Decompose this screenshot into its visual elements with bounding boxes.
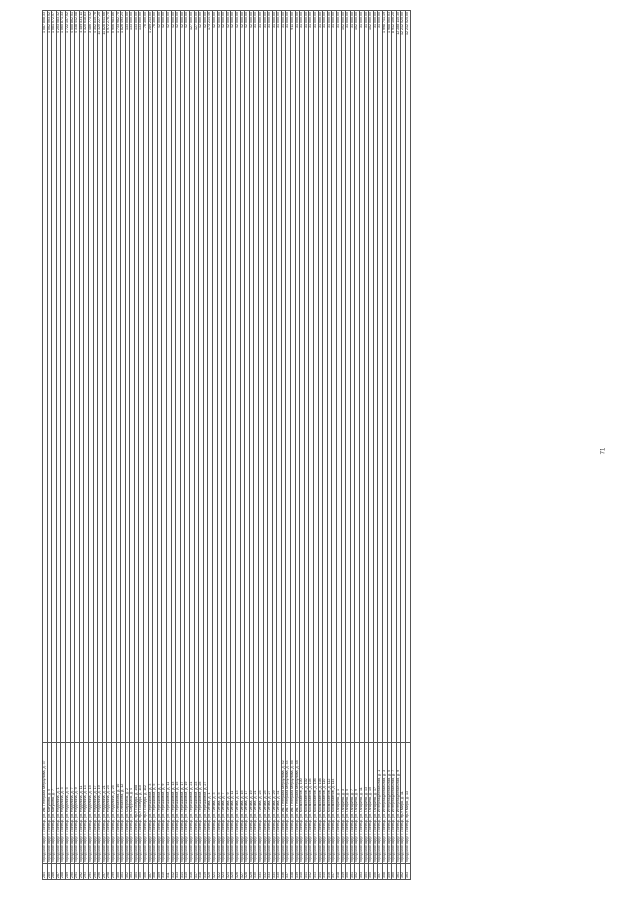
row-total: 133 000,00 xyxy=(130,11,135,743)
row-total: 42 500,00 xyxy=(240,11,245,743)
row-number: 362 xyxy=(401,864,406,880)
row-number: 296 xyxy=(98,864,103,880)
row-number: 349 xyxy=(341,864,346,880)
row-address: городской округ г. Липецк, пр-т Мира, д. 13 xyxy=(405,743,410,864)
row-total: 31 000,00 xyxy=(327,11,332,743)
row-total: 42 500,00 xyxy=(157,11,162,743)
row-total: 8 912 106,20 xyxy=(392,11,397,743)
row-address: городской округ г. Липецк, ул. Неделина, д. 21 xyxy=(102,743,107,864)
row-address: городской округ г. Липецк, ул. Титова, д. 11 xyxy=(231,743,236,864)
row-address: городской округ г. Липецк, ул. Гагарина, д. 5 xyxy=(346,743,351,864)
row-address: городской округ г. Липецк, ул. Титова, д. 13 xyxy=(235,743,240,864)
row-address: городской округ г. Липецк, ул. Титова, д. 7 xyxy=(222,743,227,864)
row-total: 127 500,00 xyxy=(194,11,199,743)
row-number: 344 xyxy=(318,864,323,880)
row-total: 31 000,00 xyxy=(337,11,342,743)
row-address: городской округ г. Липецк, ул. Неделина, д. 9 xyxy=(75,743,80,864)
row-address: городской округ г. Липецк, ул. Космонавтов, д. 112 xyxy=(327,743,332,864)
row-address: городской округ г. Липецк, ул. им. Генерала Меркулова, д. 37 xyxy=(43,743,48,864)
table-row xyxy=(405,11,410,880)
row-total: 102 000,00 xyxy=(341,11,346,743)
row-address: городской округ г. Липецк, ул. Неделина, д. 11 xyxy=(79,743,84,864)
row-total: 31 000,00 xyxy=(272,11,277,743)
row-number: 338 xyxy=(291,864,296,880)
row-address: городской округ г. Липецк, ул. Гагарина, д. 11 xyxy=(359,743,364,864)
row-address: городской округ г. Липецк, ул. Терешковой, д. 9 xyxy=(162,743,167,864)
row-number: 361 xyxy=(396,864,401,880)
row-number: 328 xyxy=(245,864,250,880)
row-address: городской округ г. Липецк, ул. Катукова, д. 5 xyxy=(47,743,52,864)
row-address: городской округ г. Липецк, ул. Титова, д. 15 xyxy=(240,743,245,864)
row-number: 337 xyxy=(286,864,291,880)
row-address: городской округ г. Липецк, ул. Неделина, д. 23 xyxy=(107,743,112,864)
row-number: 307 xyxy=(148,864,153,880)
row-number: 356 xyxy=(373,864,378,880)
row-number: 363 xyxy=(405,864,410,880)
row-total: 42 500,00 xyxy=(185,11,190,743)
row-total: 11 828 641,66 xyxy=(102,11,107,743)
row-address: городской округ г. Липецк, ул. Гагарина, д. 15 xyxy=(369,743,374,864)
row-number: 339 xyxy=(295,864,300,880)
row-number: 322 xyxy=(217,864,222,880)
row-number: 336 xyxy=(281,864,286,880)
row-number: 355 xyxy=(369,864,374,880)
row-address: городской округ г. Липецк, ул. Неделина, д. 17 xyxy=(93,743,98,864)
row-number: 284 xyxy=(43,864,48,880)
row-address: городской округ г. Липецк, ул. Терешковой, д. 7 xyxy=(157,743,162,864)
row-address: городской округ г. Липецк, ул. Интернациональная, д. 3 xyxy=(382,743,387,864)
row-number: 289 xyxy=(65,864,70,880)
row-number: 304 xyxy=(134,864,139,880)
row-total: 42 500,00 xyxy=(235,11,240,743)
row-total: 127 500,00 xyxy=(190,11,195,743)
row-address: городской округ г. Липецк, ул. Титова, д. 21 xyxy=(254,743,259,864)
row-total: 31 000,00 xyxy=(314,11,319,743)
row-total: 31 000,00 xyxy=(373,11,378,743)
row-address: городской округ г. Липецк, ул. Неделина, д. 15 xyxy=(88,743,93,864)
row-total: 31 000,00 xyxy=(318,11,323,743)
row-address: городской округ г. Липецк, ул. Интернациональная, д. 7 xyxy=(392,743,397,864)
row-address: городской округ г. Липецк, ул. Титова, д. 17 xyxy=(245,743,250,864)
row-number: 353 xyxy=(359,864,364,880)
row-total: 4 338 442,08 xyxy=(75,11,80,743)
row-address: городской округ г. Липецк, ул. Гагарина, д. 1 xyxy=(337,743,342,864)
row-address: городской округ г. Липецк, ул. им. Генерала Меркулова, д. 46 xyxy=(291,743,296,864)
row-number: 326 xyxy=(235,864,240,880)
row-address: городской округ г. Липецк, пр-т Победы, д. 112 xyxy=(144,743,149,864)
row-total: 31 000,00 xyxy=(258,11,263,743)
row-total: 31 000,00 xyxy=(309,11,314,743)
row-total: 4 500 862,51 xyxy=(70,11,75,743)
row-address: городской округ г. Липецк, ул. Плеханова, д. 10 xyxy=(116,743,121,864)
row-total: 42 500,00 xyxy=(212,11,217,743)
row-number: 302 xyxy=(125,864,130,880)
row-address: городской округ г. Липецк, ул. Космонавтов, д. 100 xyxy=(300,743,305,864)
row-address: городской округ г. Липецк, ул. Терешковой, д. 5 xyxy=(153,743,158,864)
row-address: городской округ г. Липецк, ул. Неделина, д. 13 xyxy=(84,743,89,864)
row-number: 324 xyxy=(226,864,231,880)
row-address: городской округ г. Липецк, пр-т Победы, д. 110 xyxy=(139,743,144,864)
row-address: городской округ г. Липецк, ул. им. Генерала Меркулова, д. 48 xyxy=(295,743,300,864)
row-total: 31 000,00 xyxy=(295,11,300,743)
row-total: 76 300,00 xyxy=(144,11,149,743)
row-number: 329 xyxy=(249,864,254,880)
row-total: 1 289 243,00 xyxy=(148,11,153,743)
row-total: 42 500,00 xyxy=(217,11,222,743)
row-address: городской округ г. Липецк, ул. Титова, д. 5 xyxy=(217,743,222,864)
row-total: 173 214,46 xyxy=(208,11,213,743)
row-number: 286 xyxy=(52,864,57,880)
row-address: городской округ г. Липецк, ул. Титова, д. 1 xyxy=(208,743,213,864)
row-total: 42 500,00 xyxy=(176,11,181,743)
row-number: 343 xyxy=(314,864,319,880)
row-total: 1 065 871,33 xyxy=(61,11,66,743)
row-number: 347 xyxy=(332,864,337,880)
row-address: городской округ г. Липецк, ул. Титова, д. 9 xyxy=(226,743,231,864)
row-number: 285 xyxy=(47,864,52,880)
row-number: 358 xyxy=(382,864,387,880)
row-total: 31 000,00 xyxy=(286,11,291,743)
row-number: 360 xyxy=(392,864,397,880)
row-number: 334 xyxy=(272,864,277,880)
row-address: городской округ г. Липецк, ул. им. Генерала Меркулова, д. 42 xyxy=(281,743,286,864)
row-total: 42 500,00 xyxy=(245,11,250,743)
row-address: городской округ г. Липецк, ул. Неделина, д. 3 xyxy=(61,743,66,864)
row-number: 295 xyxy=(93,864,98,880)
row-number: 357 xyxy=(378,864,383,880)
row-address: городской округ г. Липецк, ул. Космонавтов, д. 106 xyxy=(314,743,319,864)
row-address: городской округ г. Липецк, ул. Интернациональная, д. 9 xyxy=(396,743,401,864)
row-total: 1 087 808,33 xyxy=(43,11,48,743)
row-number: 288 xyxy=(61,864,66,880)
row-address: городской округ г. Липецк, ул. Плеханова, д. 12 xyxy=(121,743,126,864)
register-table xyxy=(42,10,411,880)
row-address: городской округ г. Липецк, ул. Гагарина, д. 9 xyxy=(355,743,360,864)
row-total: 31 000,00 xyxy=(359,11,364,743)
row-total: 12 212 525,00 xyxy=(405,11,410,743)
row-total: 133 000,00 xyxy=(139,11,144,743)
row-number: 310 xyxy=(162,864,167,880)
row-total: 102 000,00 xyxy=(355,11,360,743)
row-number: 300 xyxy=(116,864,121,880)
row-number: 313 xyxy=(176,864,181,880)
row-total: 1 081 072,57 xyxy=(52,11,57,743)
row-total: 5 972 276,70 xyxy=(107,11,112,743)
row-address: городской округ г. Липецк, ул. Гагарина, д. 13 xyxy=(364,743,369,864)
row-address: городской округ г. Липецк, ул. Космонавтов, д. 114 xyxy=(332,743,337,864)
row-total: 1 826 493,24 xyxy=(121,11,126,743)
row-address: городской округ г. Липецк, ул. Терешковой, д. 19 xyxy=(185,743,190,864)
row-address: городской округ г. Липецк, ул. им. Генерала Меркулова, д. 44 xyxy=(286,743,291,864)
row-number: 354 xyxy=(364,864,369,880)
row-address: городской округ г. Липецк, пр-т Мира, д. 11 xyxy=(401,743,406,864)
row-address: городской округ г. Липецк, ул. Терешковой, д. 23 xyxy=(194,743,199,864)
row-total: 31 000,00 xyxy=(332,11,337,743)
row-number: 305 xyxy=(139,864,144,880)
row-number: 287 xyxy=(56,864,61,880)
row-total: 1 998 741,19 xyxy=(382,11,387,743)
row-number: 350 xyxy=(346,864,351,880)
row-total: 31 000,00 xyxy=(323,11,328,743)
row-number: 292 xyxy=(79,864,84,880)
row-address: городской округ г. Липецк, ул. Неделина, д. 25 xyxy=(111,743,116,864)
row-address: городской округ г. Липецк, ул. Титова, д. 31 xyxy=(277,743,282,864)
row-address: городской округ г. Липецк, ул. Гагарина, д. 3 xyxy=(341,743,346,864)
row-total: 12 288 115,30 xyxy=(396,11,401,743)
row-number: 346 xyxy=(327,864,332,880)
row-address: городской округ г. Липецк, ул. Титова, д. 29 xyxy=(272,743,277,864)
row-number: 298 xyxy=(107,864,112,880)
row-number: 333 xyxy=(268,864,273,880)
row-number: 316 xyxy=(190,864,195,880)
row-number: 332 xyxy=(263,864,268,880)
row-total: 42 500,00 xyxy=(180,11,185,743)
row-number: 309 xyxy=(157,864,162,880)
row-total: 31 000,00 xyxy=(277,11,282,743)
row-number: 290 xyxy=(70,864,75,880)
row-number: 293 xyxy=(84,864,89,880)
row-address: городской округ г. Липецк, ул. Космонавтов, д. 102 xyxy=(304,743,309,864)
row-total: 31 000,00 xyxy=(364,11,369,743)
row-address: городской округ г. Липецк, пр-т Победы, д. 108 xyxy=(134,743,139,864)
row-number: 327 xyxy=(240,864,245,880)
register-table-body xyxy=(43,11,411,880)
row-total: 1 733 982,70 xyxy=(116,11,121,743)
row-address: городской округ г. Липецк, ул. Терешковой, д. 15 xyxy=(176,743,181,864)
row-number: 348 xyxy=(337,864,342,880)
row-number: 351 xyxy=(350,864,355,880)
row-total: 12 212 525,00 xyxy=(401,11,406,743)
row-total: 5 906 983,86 xyxy=(111,11,116,743)
row-address: городской округ г. Липецк, ул. Катукова, д. 7 xyxy=(52,743,57,864)
row-address: городской округ г. Липецк, ул. Терешковой, д. 11 xyxy=(167,743,172,864)
row-address: городской округ г. Липецк, ул. Титова, д. 27 xyxy=(268,743,273,864)
row-total: 133 000,00 xyxy=(125,11,130,743)
row-total: 31 000,00 xyxy=(378,11,383,743)
row-total: 31 000,00 xyxy=(300,11,305,743)
row-address: городской округ г. Липецк, ул. Космонавтов, д. 108 xyxy=(318,743,323,864)
row-total: 3 486 773,42 xyxy=(88,11,93,743)
row-total: 4 489 831,11 xyxy=(79,11,84,743)
row-number: 306 xyxy=(144,864,149,880)
row-number: 359 xyxy=(387,864,392,880)
row-total: 31 000,00 xyxy=(350,11,355,743)
row-total: 911 000,00 xyxy=(291,11,296,743)
row-address: городской округ г. Липецк, ул. Смургиса, д. 4 xyxy=(130,743,135,864)
row-address: городской округ г. Липецк, ул. Терешковой, д. 13 xyxy=(171,743,176,864)
row-address: городской округ г. Липецк, ул. Интернациональная, д. 1 xyxy=(378,743,383,864)
row-address: городской округ г. Липецк, ул. Космонавтов, д. 104 xyxy=(309,743,314,864)
row-total: 31 000,00 xyxy=(263,11,268,743)
rotated-table-container xyxy=(42,10,602,880)
row-address: городской округ г. Липецк, ул. Терешковой, д. 3 xyxy=(148,743,153,864)
row-total: 31 000,00 xyxy=(304,11,309,743)
row-total: 76 300,00 xyxy=(153,11,158,743)
row-number: 301 xyxy=(121,864,126,880)
row-total: 42 500,00 xyxy=(203,11,208,743)
row-total: 42 500,00 xyxy=(199,11,204,743)
row-total: 42 500,00 xyxy=(162,11,167,743)
row-address: городской округ г. Липецк, ул. Неделина, д. 1 xyxy=(56,743,61,864)
row-address: городской округ г. Липецк, ул. Терешковой, д. 27 xyxy=(203,743,208,864)
row-address: городской округ г. Липецк, ул. Титова, д. 25 xyxy=(263,743,268,864)
row-total: 42 500,00 xyxy=(231,11,236,743)
row-number: 299 xyxy=(111,864,116,880)
row-address: городской округ г. Липецк, ул. Титова, д. 3 xyxy=(212,743,217,864)
row-total: 4 203 583,32 xyxy=(56,11,61,743)
row-number: 303 xyxy=(130,864,135,880)
row-number: 291 xyxy=(75,864,80,880)
row-total: 1 722 157,52 xyxy=(65,11,70,743)
row-address: городской округ г. Липецк, ул. Титова, д. 23 xyxy=(258,743,263,864)
row-number: 320 xyxy=(208,864,213,880)
row-number: 297 xyxy=(102,864,107,880)
row-number: 340 xyxy=(300,864,305,880)
row-number: 342 xyxy=(309,864,314,880)
row-number: 345 xyxy=(323,864,328,880)
row-number: 352 xyxy=(355,864,360,880)
row-total: 42 500,00 xyxy=(249,11,254,743)
row-total: 31 000,00 xyxy=(254,11,259,743)
row-address: городской округ г. Липецк, ул. Интернациональная, д. 5 xyxy=(387,743,392,864)
row-address: городской округ г. Липецк, ул. Гагарина, д. 17 xyxy=(373,743,378,864)
row-total: 42 500,00 xyxy=(222,11,227,743)
row-number: 331 xyxy=(258,864,263,880)
row-total: 42 500,00 xyxy=(171,11,176,743)
row-number: 318 xyxy=(199,864,204,880)
row-total: 4 320 618,83 xyxy=(84,11,89,743)
row-address: городской округ г. Липецк, ул. Гагарина, д. 7 xyxy=(350,743,355,864)
row-number: 315 xyxy=(185,864,190,880)
row-total: 42 500,00 xyxy=(226,11,231,743)
row-total: 31 000,00 xyxy=(268,11,273,743)
row-number: 314 xyxy=(180,864,185,880)
row-number: 308 xyxy=(153,864,158,880)
row-total: 102 000,00 xyxy=(369,11,374,743)
row-address: городской округ г. Липецк, ул. Неделина, д. 5 xyxy=(65,743,70,864)
row-address: городской округ г. Липецк, ул. Смургиса, д. 2 xyxy=(125,743,130,864)
row-total: 31 000,00 xyxy=(281,11,286,743)
row-total: 42 500,00 xyxy=(167,11,172,743)
row-address: городской округ г. Липецк, ул. Терешковой, д. 17 xyxy=(180,743,185,864)
row-address: городской округ г. Липецк, ул. Титова, д. 19 xyxy=(249,743,254,864)
row-number: 311 xyxy=(167,864,172,880)
page-number: 71 xyxy=(600,447,607,455)
row-number: 335 xyxy=(277,864,282,880)
row-number: 323 xyxy=(222,864,227,880)
row-total: 31 000,00 xyxy=(346,11,351,743)
row-total: 4 352 815,76 xyxy=(93,11,98,743)
row-address: городской округ г. Липецк, ул. Терешковой, д. 21 xyxy=(190,743,195,864)
row-address: городской округ г. Липецк, ул. Космонавтов, д. 110 xyxy=(323,743,328,864)
row-number: 330 xyxy=(254,864,259,880)
row-address: городской округ г. Липецк, ул. Неделина, д. 19 xyxy=(98,743,103,864)
row-total: 11 320 227,25 xyxy=(98,11,103,743)
row-total: 133 000,00 xyxy=(134,11,139,743)
row-number: 321 xyxy=(212,864,217,880)
row-number: 325 xyxy=(231,864,236,880)
row-number: 317 xyxy=(194,864,199,880)
row-number: 319 xyxy=(203,864,208,880)
row-total: 1 062 563,52 xyxy=(47,11,52,743)
row-number: 294 xyxy=(88,864,93,880)
row-total: 1 988 560,03 xyxy=(387,11,392,743)
row-address: городской округ г. Липецк, ул. Терешковой, д. 25 xyxy=(199,743,204,864)
row-address: городской округ г. Липецк, ул. Неделина, д. 7 xyxy=(70,743,75,864)
row-number: 341 xyxy=(304,864,309,880)
row-number: 312 xyxy=(171,864,176,880)
